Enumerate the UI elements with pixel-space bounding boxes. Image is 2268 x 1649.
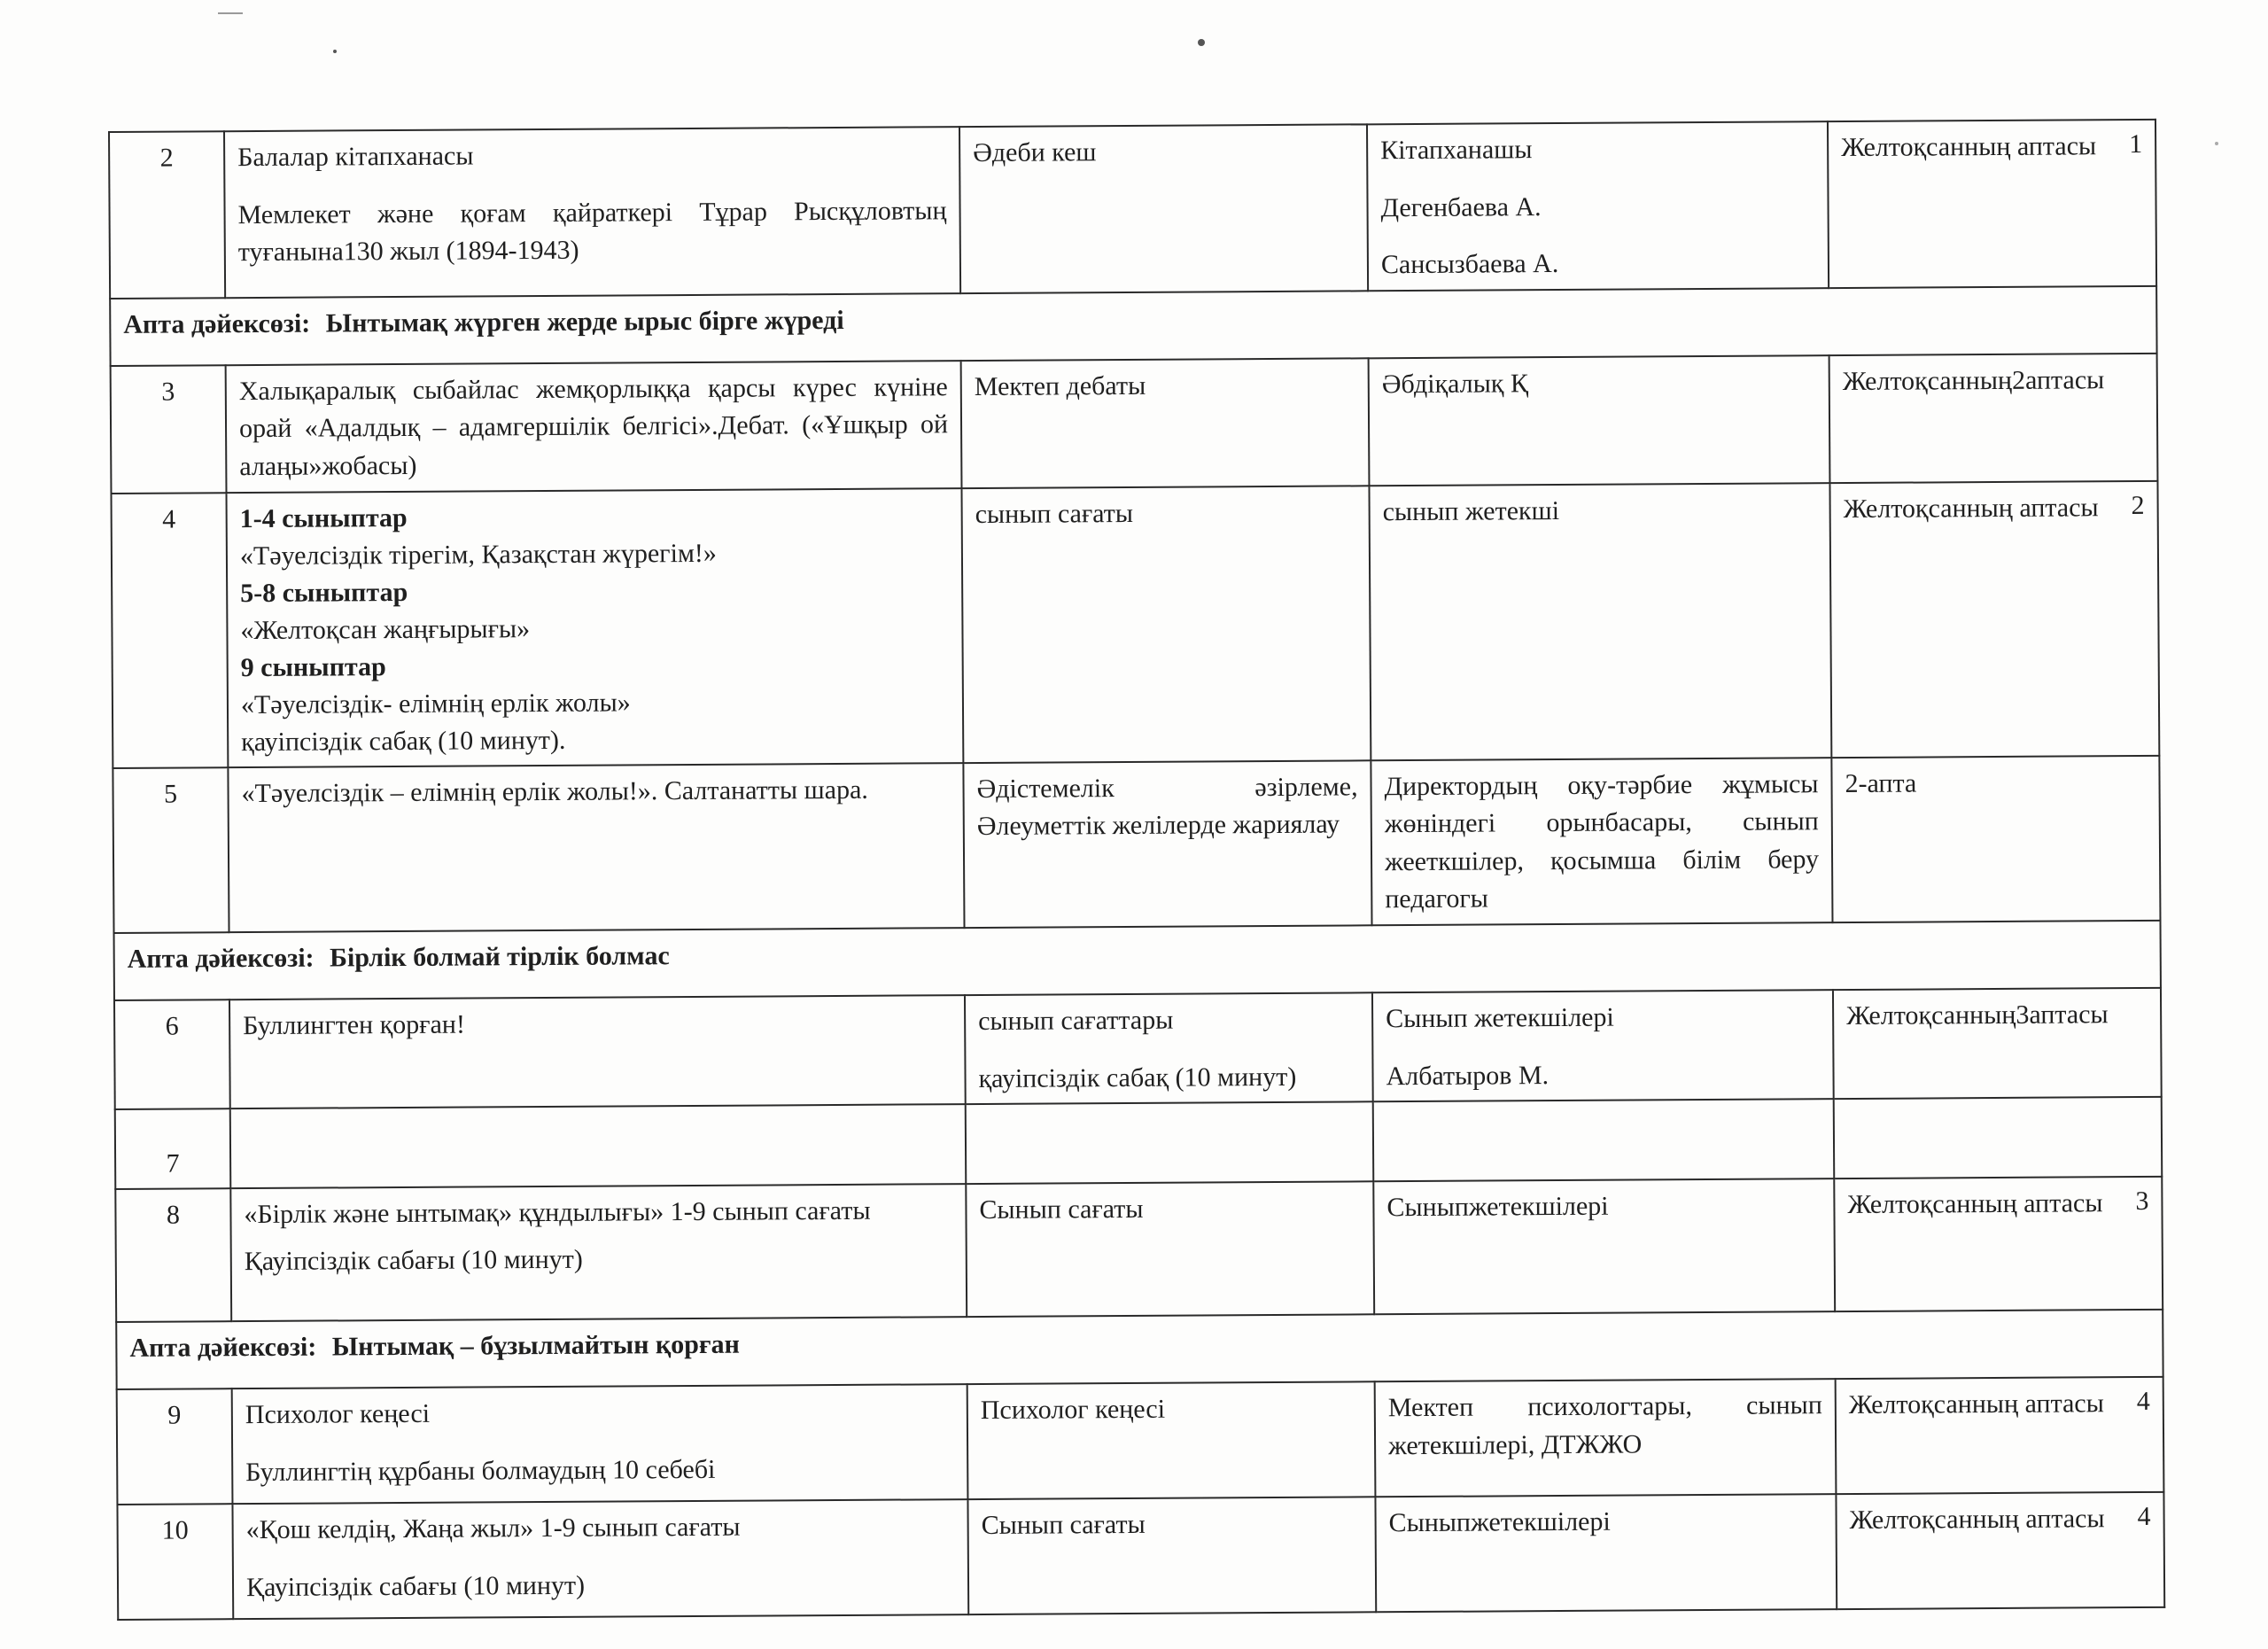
event-line: Балалар кітапханасы [237,141,474,173]
event-cell [232,1499,968,1619]
week-number: 4 [2136,1387,2150,1417]
scan-dot [2215,142,2218,145]
week-number: 3 [2135,1186,2149,1217]
event-title: «Желтоқсан жаңғырығы» [240,613,531,645]
time-cell [1828,120,2156,288]
responsible-line: Дегенбаева А. [1380,191,1542,222]
event-cell: «Тәуелсіздік – елімнің ерлік жолы!». Салтанатты шара. [228,763,964,932]
row-number: 2 [109,131,225,299]
table-row [109,120,2156,299]
event-cell: Буллингтен қорған! [229,995,966,1108]
form-cell: Сынып сағаты [966,1181,1374,1317]
table-row [114,988,2162,1109]
form-cell: Әдістемелік әзірлеме, Әлеуметтік желілерде жариялау [963,760,1371,928]
time-cell [1829,480,2159,757]
week-quote-label: Апта дәйексөзі: [127,943,315,974]
table-row [115,1097,2163,1189]
responsible-line: Кітапханашы [1380,135,1533,166]
class-group: 1-4 сыныптар [239,502,408,533]
form-cell: Әдеби кеш [959,124,1368,293]
event-title: «Тәуелсіздік- елімнің ерлік жолы» [240,687,631,719]
safety-lesson: қауіпсіздік сабақ (10 минут). [241,725,566,757]
event-line: Қауіпсіздік сабағы (10 минут) [244,1244,583,1276]
row-number: 9 [117,1388,233,1505]
responsible-cell: Әбдіқалық Қ [1369,355,1830,486]
event-line: Буллингтің құрбаны болмаудың 10 себебі [245,1454,716,1487]
time-cell: Желтоқсанның3аптасы [1833,988,2162,1099]
event-title: «Тәуелсіздік тірегім, Қазақстан жүрегім!» [239,538,717,571]
event-line: Қауіпсіздік сабағы (10 минут) [245,1570,586,1602]
class-group: 5-8 сыныптар [240,577,408,608]
row-number: 4 [111,493,228,768]
row-number: 8 [115,1188,231,1322]
week-quote-row [116,1310,2163,1389]
responsible-cell [1372,990,1834,1101]
responsible-cell [1367,121,1829,291]
time-text: Желтоқсанның аптасы [1847,1188,2103,1220]
week-quote-label: Апта дәйексөзі: [129,1332,317,1364]
time-cell: 2-апта [1831,755,2160,922]
row-number: 3 [111,365,227,494]
week-quote-label: Апта дәйексөзі: [123,308,311,339]
form-cell [965,992,1373,1104]
table-row [117,1377,2164,1505]
event-line: «Қош келдің, Жаңа жыл» 1-9 сынып сағаты [245,1512,741,1545]
event-line: Мемлекет және қоғам қайраткері Тұрар Рысқұловтың туғанына130 жыл (1894-1943) [237,195,947,268]
week-number: 2 [2131,490,2145,520]
row-number: 7 [115,1108,231,1189]
week-quote-text: Ынтымақ жүрген жерде ырыс бірге жүреді [325,305,844,338]
scan-dot [1198,39,1205,46]
event-cell [226,488,963,767]
plan-sheet [108,119,2163,1621]
week-quote-text: Бірлік болмай тірлік болмас [329,941,670,973]
table-row [117,1492,2164,1620]
row-number: 5 [113,767,229,933]
event-plan-table [108,119,2165,1621]
time-cell [1836,1492,2164,1609]
table-row [111,354,2158,494]
event-cell [224,127,960,298]
responsible-cell: Сыныпжетекшілері [1375,1494,1837,1612]
responsible-cell: сынып жетекші [1369,483,1831,760]
event-cell [230,1104,967,1188]
scan-dash [218,12,243,14]
time-cell [1836,1377,2164,1494]
event-line: Психолог кеңесі [245,1398,431,1430]
scan-dot [333,50,337,53]
row-number: 6 [114,1000,230,1109]
form-cell [966,1101,1374,1184]
event-cell [230,1184,967,1321]
responsible-line: Сансызбаева А. [1380,249,1559,280]
event-cell: Халықаралық сыбайлас жемқорлыққа қарсы күрес күніне орай «Адалдық – адамгершілік белгісі».Дебат. («Ұшқыр ой алаңы»жобасы) [226,361,962,493]
table-row [111,480,2159,767]
form-cell: сынып сағаты [961,486,1371,763]
responsible-cell: Директордың оқу-тәрбие жұмысы жөніндегі орынбасары, сынып жееткшілер, қосымша білім беру педагогы [1371,758,1832,926]
form-cell: Психолог кеңесі [967,1381,1376,1499]
time-cell [1834,1097,2163,1178]
form-line: сынып сағаттары [978,1005,1174,1036]
week-number: 4 [2137,1502,2151,1532]
table-row [113,755,2160,932]
time-text: Желтоқсанның аптасы [1848,1388,2104,1420]
time-text: Желтоқсанның аптасы [1841,131,2097,163]
time-text: Желтоқсанның аптасы [1849,1504,2105,1536]
time-cell: Желтоқсанның2аптасы [1829,354,2158,483]
responsible-cell [1373,1099,1835,1181]
week-quote-row [114,921,2161,1000]
week-quote-row [110,286,2156,366]
week-number: 1 [2129,128,2143,159]
responsible-cell: Сыныпжетекшілері [1373,1178,1835,1314]
form-cell: Мектеп дебаты [961,358,1370,488]
form-line: қауіпсіздік сабақ (10 минут) [978,1062,1297,1093]
event-cell [232,1384,968,1504]
week-quote-text: Ынтымақ – бұзылмайтын қорған [331,1329,740,1362]
row-number: 10 [117,1504,233,1620]
responsible-cell: Мектеп психологтары, сынып жетекшілері, ДТЖЖО [1375,1379,1837,1497]
time-cell [1834,1177,2163,1311]
class-group: 9 сыныптар [240,651,386,682]
event-line: «Бірлік және ынтымақ» құндылығы» 1-9 сынып сағаты [244,1195,871,1230]
responsible-line: Сынып жетекшілері [1386,1002,1614,1034]
table-row [115,1177,2163,1322]
time-text: Желтоқсанның аптасы [1843,492,2099,524]
responsible-line: Албатыров М. [1386,1060,1550,1091]
form-cell: Сынып сағаты [967,1497,1376,1614]
